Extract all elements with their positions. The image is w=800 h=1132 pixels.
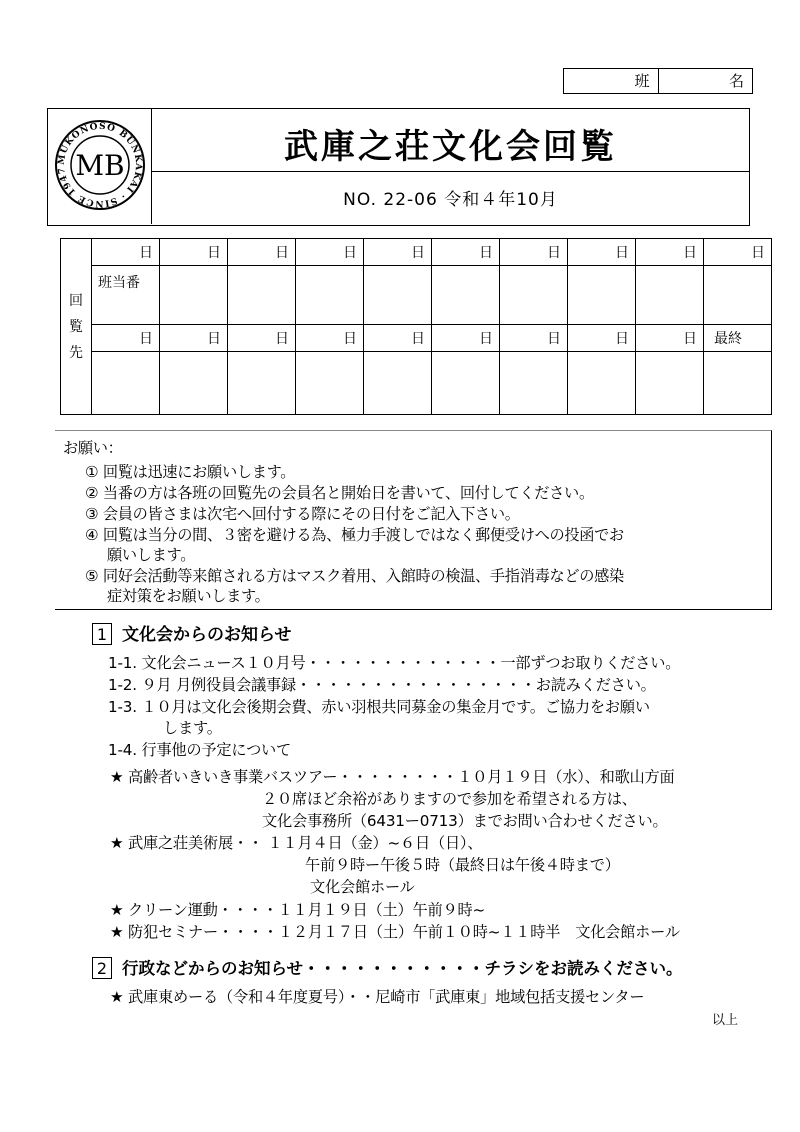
- name-cell[interactable]: [228, 266, 296, 325]
- day-cell[interactable]: 日: [500, 325, 568, 352]
- day-cell[interactable]: 日: [296, 239, 364, 266]
- notice-line: ★ 武庫東めーる（令和４年度夏号）・・尼崎市「武庫東」地域包括支援センター: [110, 988, 645, 1006]
- event-line: ★ 高齢者いきいき事業バスツアー・・・・・・・・１０月１９日（水）、和歌山方面: [110, 768, 675, 786]
- day-cell[interactable]: 日: [636, 239, 704, 266]
- name-cell[interactable]: [296, 266, 364, 325]
- issue-number: NO. 22-06 令和４年10月: [343, 190, 558, 210]
- day-cell[interactable]: 日: [296, 325, 364, 352]
- section-title: 行政などからのお知らせ・・・・・・・・・・・チラシをお読みください。: [122, 959, 683, 978]
- logo-seal: [54, 119, 146, 211]
- name-cell[interactable]: [296, 352, 364, 415]
- circulation-label: 回 覧 先: [61, 239, 92, 415]
- name-cell[interactable]: [160, 266, 228, 325]
- notice-line: 1-2. ９月 月例役員会議事録・・・・・・・・・・・・・・・・お読みください。: [108, 676, 656, 694]
- request-box: [55, 430, 772, 610]
- section-number: 1: [92, 623, 112, 645]
- final-cell[interactable]: 最終: [704, 325, 772, 352]
- logo-monogram: MB: [75, 149, 125, 182]
- request-heading: お願い：: [63, 439, 123, 457]
- day-cell[interactable]: 日: [160, 325, 228, 352]
- logo-cell: [48, 109, 152, 224]
- day-cell[interactable]: 日: [568, 239, 636, 266]
- name-cell[interactable]: [432, 352, 500, 415]
- request-item: ⑤ 同好会活動等来館される方はマスク着用、入館時の検温、手指消毒などの感染: [85, 567, 624, 585]
- name-label: 名: [728, 72, 744, 90]
- day-cell[interactable]: 日: [228, 325, 296, 352]
- logo-ring-text: MUKONOSO BUNKAKAI · SINCE 1947: [56, 121, 144, 209]
- event-line-cont: ２０席ほど余裕がありますので参加を希望される方は、: [262, 790, 637, 808]
- day-cell[interactable]: 日: [568, 325, 636, 352]
- name-cell[interactable]: [160, 352, 228, 415]
- event-line: ★ 武庫之荘美術展・・ １１月４日（金）~６日（日）、: [110, 834, 483, 852]
- han-touban-cell[interactable]: 班当番: [92, 266, 160, 325]
- day-cell[interactable]: 日: [432, 239, 500, 266]
- day-cell[interactable]: 日: [160, 239, 228, 266]
- event-line-cont: 文化会事務所（6431ー0713）までお問い合わせください。: [262, 812, 668, 830]
- name-cell[interactable]: [364, 352, 432, 415]
- day-cell[interactable]: 日: [364, 239, 432, 266]
- section-1-heading: [92, 620, 292, 645]
- request-item-cont: 症対策をお願いします。: [107, 587, 270, 605]
- name-cell[interactable]: [364, 266, 432, 325]
- request-item-cont: 願いします。: [107, 546, 196, 564]
- notice-line: 1-4. 行事他の予定について: [108, 741, 292, 759]
- name-cell[interactable]: [228, 352, 296, 415]
- name-cell[interactable]: [500, 266, 568, 325]
- section-2-heading: [92, 955, 683, 979]
- name-cell[interactable]: [92, 352, 160, 415]
- event-line-cont: 文化会館ホール: [310, 878, 415, 896]
- name-cell[interactable]: [432, 266, 500, 325]
- request-item: ④ 回覧は当分の間、３密を避ける為、極力手渡しではなく郵便受けへの投函でお: [85, 526, 624, 544]
- notice-line-cont: します。: [163, 719, 222, 737]
- circulation-table: [60, 238, 772, 415]
- name-cell[interactable]: [636, 266, 704, 325]
- event-line: ★ クリーン運動・・・・１１月１９日（土）午前９時~: [110, 901, 485, 919]
- request-item: ① 回覧は迅速にお願いします。: [85, 463, 296, 481]
- day-cell[interactable]: 日: [500, 239, 568, 266]
- day-cell[interactable]: 日: [228, 239, 296, 266]
- name-cell[interactable]: [568, 352, 636, 415]
- section-number: 2: [92, 957, 112, 979]
- name-cell[interactable]: [636, 352, 704, 415]
- group-name-box: [563, 68, 753, 94]
- day-cell[interactable]: 日: [636, 325, 704, 352]
- section-title: 文化会からのお知らせ: [122, 625, 292, 645]
- day-cell[interactable]: 日: [432, 325, 500, 352]
- title-divider: [152, 171, 749, 172]
- name-cell[interactable]: [704, 266, 772, 325]
- notice-line: 1-1. 文化会ニュース１０月号・・・・・・・・・・・・・一部ずつお取りください。: [108, 654, 681, 672]
- notice-line: 1-3. １０月は文化会後期会費、赤い羽根共同募金の集金月です。ご協力をお願い: [108, 698, 650, 716]
- day-cell[interactable]: 日: [704, 239, 772, 266]
- request-item: ③ 会員の皆さまは次宅へ回付する際にその日付をご記入下さい。: [85, 505, 520, 523]
- day-cell[interactable]: 日: [364, 325, 432, 352]
- request-item: ② 当番の方は各班の回覧先の会員名と開始日を書いて、回付してください。: [85, 484, 594, 502]
- event-line: ★ 防犯セミナー・・・・１２月１７日（土）午前１０時~１１時半 文化会館ホール: [110, 923, 680, 941]
- page-title: 武庫之荘文化会回覧: [284, 127, 617, 167]
- day-cell[interactable]: 日: [92, 239, 160, 266]
- group-label: 班: [564, 69, 659, 93]
- name-cell[interactable]: [568, 266, 636, 325]
- name-cell[interactable]: [704, 352, 772, 415]
- day-cell[interactable]: 日: [92, 325, 160, 352]
- closing-text: 以上: [712, 1013, 739, 1028]
- name-cell[interactable]: [500, 352, 568, 415]
- event-line-cont: 午前９時ー午後５時（最終日は午後４時まで）: [305, 856, 620, 874]
- header-box: [47, 108, 750, 226]
